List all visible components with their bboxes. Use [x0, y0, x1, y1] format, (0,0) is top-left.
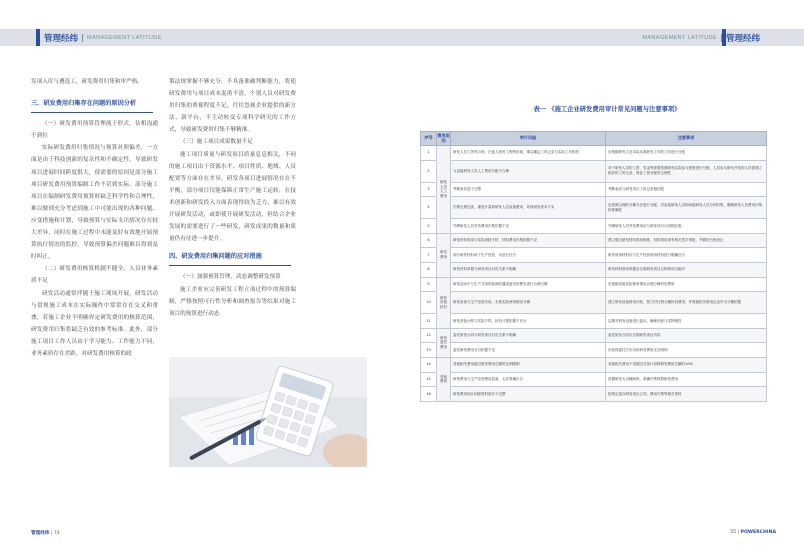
- subheading: （二）研发费用核算机制不健全，人员业务素质不足: [31, 266, 158, 285]
- row-number-cell: 5: [421, 219, 437, 234]
- row-number-cell: 2: [421, 160, 437, 182]
- note-cell: 按规定留存研发项目立项、费用归集等相关资料: [606, 387, 767, 402]
- table-row: [421, 292, 767, 314]
- text-column-1: [31, 76, 158, 360]
- calculator-photo: [169, 357, 367, 467]
- table-row: [421, 343, 767, 358]
- table-row: [421, 314, 767, 329]
- table-row: [421, 182, 767, 197]
- note-cell: 应根据设备实际使用情况合理分摊折旧费用: [606, 277, 767, 292]
- row-number-cell: 3: [421, 182, 437, 197]
- row-number-cell: 9: [421, 277, 437, 292]
- category-cell: 研发委托费用: [437, 328, 451, 357]
- footer-right-page: 55: [730, 530, 737, 535]
- paragraph: 发项入库与遴选工，研发费用归集和审严格。: [31, 79, 143, 85]
- risk-cell: 研发材料单据与研发项目对应关系不明确: [451, 262, 606, 277]
- footer-left: [31, 530, 60, 536]
- paragraph: 研发活动通常伴随于施工现场开展，研发活动与常规施工成本在实际操作中常常存在交叉和重叠，若施工企业不明确界定研发费用的核算范围，研发费用归集将缺乏有效的参考标准。此外，部分施工项目工作人员由于学习能力、工作能力不同，业务素质存在差距，对研发费用核算的政: [31, 290, 158, 357]
- section-heading-4: [169, 251, 296, 266]
- risk-cell: 委托研发合同与研发项目对应关系不明确: [451, 328, 606, 343]
- subheading: （三）施工项目成果数量不足: [180, 139, 253, 146]
- row-number-cell: 12: [421, 328, 437, 343]
- note-cell: 建立研发设备使用台账，按工时比例分摊折旧费用，并保留相关使用记录作为分摊依据: [606, 292, 767, 314]
- footer-right-label: POWERCHINA: [740, 530, 776, 535]
- risk-cell: 研发费用加计扣除资料留存不完整: [451, 387, 606, 402]
- note-cell: 应按照合理的分摊方法进行分配，对直接研发人员和间接研发人员分别归集，确保研发人员费用归集的准确性: [606, 197, 767, 219]
- note-cell: 设置研发支出辅助账，准确归集核算研发费用: [606, 372, 767, 387]
- section-heading-4-text: 四、研发费用归集问题的应对措施: [169, 253, 262, 261]
- paragraph: 实际研发费用归集情况与预算对照偏差，一方面是由于科技创新的复杂性和不确定性，导致研发项目进展时间跨度很大，使需要的原因是部分施工项目研发费用预算编制工作不甚到实际。部分施工项目在编制研发费用预算时缺乏科学性和合理性，难以做到充分考虑到施工中可能出现的各种问题、应变措施和计划，导致预算与实际支出情况存在较大差异，同时在施工过程中未能及时有效地开展预算执行情况的监控，导致预算偏差问题难以得到及时纠正。: [31, 145, 158, 261]
- table-row: [421, 233, 767, 248]
- header-cell-category: 费用类别: [437, 132, 451, 146]
- row-number-cell: 8: [421, 262, 437, 277]
- risk-cell: 研发设备与生产经营共用，未按实际使用情况分摊: [451, 292, 606, 314]
- note-cell: 其他相关费用不得超过可加计扣除研发费用总额的10%: [606, 357, 767, 372]
- table-row: [421, 219, 767, 234]
- subheading: （一）研发费用预算管理流于形式，估相沟通不到位: [31, 121, 158, 140]
- section-heading-3-text: 三、研发费用归集存在问题的原因分析: [31, 100, 137, 108]
- risk-cell: 研发材料领用与实际消耗不符，材料费用归集依据不足: [451, 233, 606, 248]
- note-cell: 对于研发人员的工资、奖金等需要按照研发实际参与程度进行分配，人员参与研究开发的人员需建立相应的工时记录，保证工资分配的合理性: [606, 160, 767, 182]
- risk-cell: 其他相关费用超过研发费用总额的比例限制: [451, 357, 606, 372]
- table-row: [421, 197, 767, 219]
- risk-cell: 考勤表信息不完整: [451, 182, 606, 197]
- note-cell: 应取得委托方出具的研发费用支出明细: [606, 343, 767, 358]
- header-right: [402, 29, 804, 46]
- risk-cell: 研发活动中与生产共用的检测仪器设备折旧费未进行合理分摊: [451, 277, 606, 292]
- audit-risk-table: [420, 131, 767, 402]
- note-cell: 研发领用材料应与生产经营领用材料进行明确区分: [606, 248, 767, 263]
- row-number-cell: 6: [421, 233, 437, 248]
- row-number-cell: 4: [421, 197, 437, 219]
- note-cell: 研发材料领用单据应注明研发项目名称和项目编号: [606, 262, 767, 277]
- table-row: [421, 160, 767, 182]
- row-number-cell: 14: [421, 357, 437, 372]
- footer-left-page: 74: [53, 531, 60, 536]
- note-cell: 建立健全研发材料领用制度，材料领用需有相关签字审批，并做好台账登记: [606, 233, 767, 248]
- section-heading-3: [31, 98, 158, 113]
- header-right-subtitle: MANAGEMENT LATITUDE: [642, 34, 717, 41]
- header-cell-num: 序号: [421, 132, 437, 146]
- text-column-2: [169, 76, 296, 320]
- risk-cell: 委托研发费用支付依据不足: [451, 343, 606, 358]
- footer-separator: |: [737, 530, 741, 535]
- heading-underline: [31, 112, 153, 113]
- category-cell: 研发人员人工费用: [437, 146, 451, 234]
- category-cell: 研发费用: [437, 233, 451, 277]
- header-cell-note: 注意事项: [606, 132, 767, 146]
- risk-cell: 外聘研发人员劳务费用归集依据不足: [451, 219, 606, 234]
- row-number-cell: 11: [421, 314, 437, 329]
- note-cell: 委托研发合同应注明研发项目内容: [606, 328, 767, 343]
- risk-cell: 研发费用与生产经营费用混淆，无法准确区分: [451, 372, 606, 387]
- row-number-cell: 15: [421, 372, 437, 387]
- row-number-cell: 13: [421, 343, 437, 358]
- risk-cell: 部分研发材料用于生产经营，未进行区分: [451, 248, 606, 263]
- risk-cell: 与直接研发人员人工费用分配不合理: [451, 160, 606, 182]
- header-left-subtitle: MANAGEMENT LATITUDE: [87, 34, 162, 41]
- table-row: [421, 248, 767, 263]
- category-cell: 研发设备折旧: [437, 277, 451, 328]
- table-row: [421, 387, 767, 402]
- note-cell: 外聘研发人员劳务费用应与研发项目合同相匹配: [606, 219, 767, 234]
- paragraph: 策法规掌握不够充分，不具备准确判断能力，将使研发费用与项目成本混淆不清，个别人员对研发费用归集的重视程度不足，往往忽视企业提供的新方法、新平台，不主动转变专项科学研究的工作方式，导致研发费用归集不够精准。: [169, 79, 296, 134]
- row-number-cell: 10: [421, 292, 437, 314]
- footer-left-label: 管理经纬: [31, 531, 50, 536]
- table-row: [421, 357, 767, 372]
- header-right-title: 管理经纬: [725, 33, 760, 44]
- row-number-cell: 16: [421, 387, 437, 402]
- header-left-title: 管理经纬: [44, 33, 79, 44]
- risk-cell: 研发人员工资等合规，在他人研发工程特征看，难以确定工时记录与实际工作相符: [451, 146, 606, 161]
- calculator-illustration: [169, 357, 367, 467]
- risk-cell: 归集比例过高，重复计量和研发人员直接费用，导致研发成本不实: [451, 197, 606, 219]
- paragraph: 施工项目质量与研发项目质量息息相关，不同的施工项目由于资源水平、项目性质、地域、人员配置等方面存在差异，研发各项目进展情况存在不平衡，部分项目仅能保障正常生产施工运转，在技术创新和研发投入方面表现得较为乏力，难以有效开展研发活动，或即使开展研发活动，但结合企业发展的需要进行了一些研发，研发成果的数量和质量仍有待进一步提升。: [169, 151, 296, 243]
- category-cell: 其他费用: [437, 357, 451, 401]
- header-cell-risk: 审计风险: [451, 132, 606, 146]
- note-cell: 定期对研发设备进行盘点，确保台账与实物相符: [606, 314, 767, 329]
- subheading: （一）加强预算管理，动态调整研发预算: [180, 274, 281, 281]
- note-cell: 应根据研发人员实际从事研发工作的工时进行分配: [606, 146, 767, 161]
- table-row: [421, 146, 767, 161]
- footer-right: [730, 530, 776, 535]
- heading-underline: [169, 265, 291, 266]
- risk-cell: 研发设备台账与实际不符，折旧计提依据不充分: [451, 314, 606, 329]
- row-number-cell: 1: [421, 146, 437, 161]
- table-title: 表一 《施工企业研发费用审计常见问题与注意事项》: [533, 106, 681, 113]
- row-number-cell: 7: [421, 248, 437, 263]
- note-cell: 考勤表应与研发项目工时记录相匹配: [606, 182, 767, 197]
- footer-separator: |: [50, 531, 54, 536]
- table-row: [421, 262, 767, 277]
- table-row: [421, 277, 767, 292]
- header-left: [0, 29, 402, 46]
- table-row: [421, 328, 767, 343]
- table-row: [421, 372, 767, 387]
- paragraph: 施工企业应完善研发工程立项过程中的预算编制，严格按照可行性分析和调查报告等结果对施工项目的预算进行动态: [169, 286, 296, 317]
- header-left-separator: [82, 34, 83, 42]
- table-header-row: [421, 132, 767, 146]
- header-right-separator: [721, 34, 722, 42]
